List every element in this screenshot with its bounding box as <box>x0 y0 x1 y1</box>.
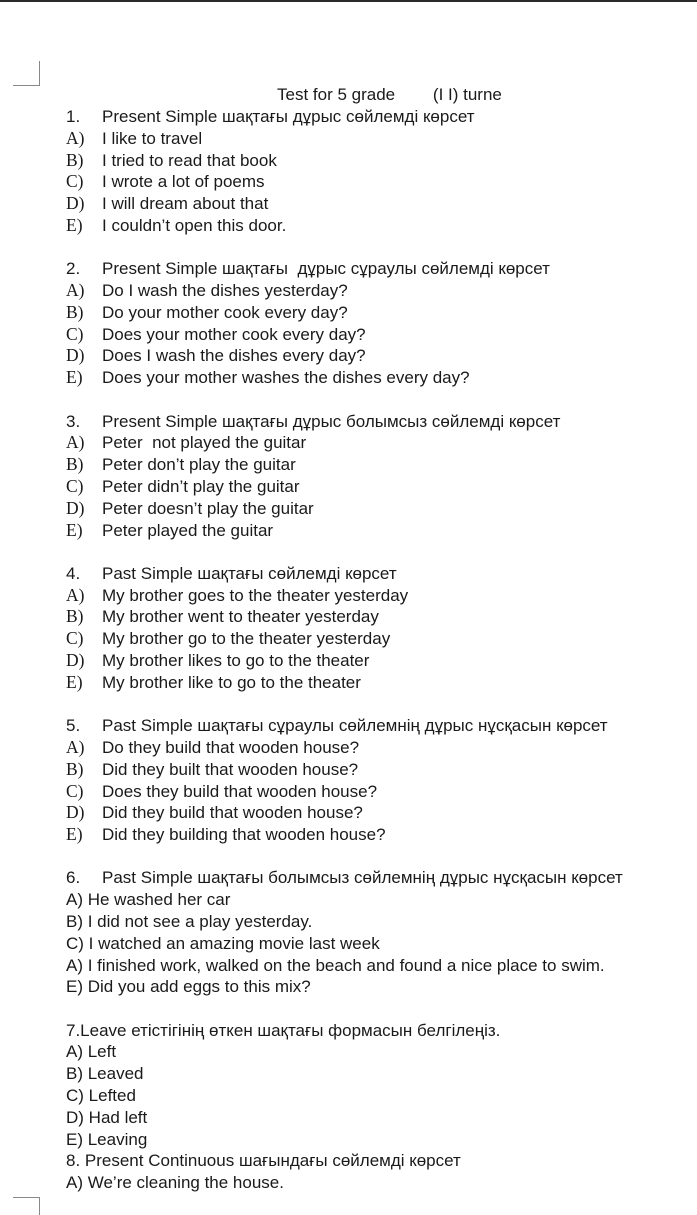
option-label: E) <box>66 519 83 540</box>
question-text: Present Simple шақтағы дұрыс сұраулы сөйлемді көрсет <box>102 259 550 279</box>
option-label: D) <box>66 650 85 671</box>
option-text: My brother go to the theater yesterday <box>102 629 391 649</box>
question-text: Past Simple шақтағы болымсыз сөйлемнің дұрыс нұсқасын көрсет <box>102 868 623 888</box>
option-text: Does they build that wooden house? <box>102 781 378 801</box>
question-number: 6. <box>66 868 81 888</box>
question-number: 4. <box>66 563 81 583</box>
option-label: E) <box>66 671 83 692</box>
question-text: 7.Leave етістігінің өткен шақтағы формасын белгілеңіз. <box>66 1020 501 1040</box>
option-line: A) We’re cleaning the house. <box>66 1173 284 1193</box>
option-line: A) Left <box>66 1042 117 1062</box>
option-label: A) <box>66 736 85 757</box>
page-title: Test for 5 grade (I I) turne <box>277 85 502 104</box>
option-text: Peter played the guitar <box>102 520 274 540</box>
question-4 <box>66 563 692 694</box>
option-text: I wrote a lot of poems <box>102 172 265 192</box>
question-text: Past Simple шақтағы сөйлемді көрсет <box>102 563 397 583</box>
option-text: I like to travel <box>102 128 203 148</box>
option-label: C) <box>66 171 84 192</box>
option-text: Does I wash the dishes every day? <box>102 346 366 366</box>
question-6 <box>66 867 692 998</box>
option-text: My brother went to theater yesterday <box>102 607 379 627</box>
option-line: B) I did not see a play yesterday. <box>66 912 313 931</box>
question-number: 1. <box>66 107 81 126</box>
option-text: I tried to read that book <box>102 150 277 170</box>
option-label: D) <box>66 497 85 518</box>
option-text: I will dream about that <box>102 194 269 214</box>
option-text: My brother like to go to the theater <box>102 672 361 692</box>
question-text: Present Simple шақтағы дұрыс сөйлемді көрсет <box>102 107 475 126</box>
option-label: B) <box>66 454 84 475</box>
option-line: E) Leaving <box>66 1129 148 1149</box>
option-label: B) <box>66 301 84 322</box>
question-7 <box>66 1020 692 1151</box>
question-2 <box>66 258 692 389</box>
option-text: Do I wash the dishes yesterday? <box>102 281 348 301</box>
option-label: A) <box>66 584 85 605</box>
option-label: C) <box>66 780 84 801</box>
option-text: Peter not played the guitar <box>102 433 307 453</box>
option-text: Does your mother washes the dishes every day? <box>102 368 470 388</box>
margin-corner-mark-bottom <box>13 1197 40 1215</box>
page-top-border <box>0 0 697 2</box>
option-line: D) Had left <box>66 1107 148 1127</box>
test-content <box>66 106 692 1194</box>
question-number: 3. <box>66 411 81 431</box>
option-label: E) <box>66 824 83 845</box>
question-text: Present Simple шақтағы дұрыс болымсыз сөйлемді көрсет <box>102 411 561 431</box>
question-text: 8. Present Continuous шағындағы сөйлемді көрсет <box>66 1151 461 1171</box>
option-text: Peter doesn’t play the guitar <box>102 498 314 518</box>
option-text: My brother likes to go to the theater <box>102 651 370 671</box>
option-text: Peter didn’t play the guitar <box>102 476 300 496</box>
option-text: Did they building that wooden house? <box>102 825 386 845</box>
option-label: A) <box>66 432 85 453</box>
question-5 <box>66 715 692 846</box>
option-line: E) Did you add eggs to this mix? <box>66 977 311 997</box>
option-line: C) Lefted <box>66 1086 136 1106</box>
option-text: Do they build that wooden house? <box>102 737 360 757</box>
option-label: C) <box>66 628 84 649</box>
option-text: Peter don’t play the guitar <box>102 455 296 475</box>
question-8 <box>66 1150 692 1194</box>
option-label: B) <box>66 149 84 170</box>
option-label: D) <box>66 802 85 823</box>
option-label: E) <box>66 214 83 235</box>
option-label: E) <box>66 367 83 388</box>
option-label: C) <box>66 323 84 344</box>
option-label: B) <box>66 606 84 627</box>
option-text: Did they built that wooden house? <box>102 759 359 779</box>
option-label: D) <box>66 345 85 366</box>
option-label: C) <box>66 475 84 496</box>
option-line: B) Leaved <box>66 1064 144 1084</box>
option-text: I couldn’t open this door. <box>102 215 287 235</box>
option-text: Did they build that wooden house? <box>102 803 363 823</box>
option-label: A) <box>66 127 85 148</box>
question-text: Past Simple шақтағы сұраулы сөйлемнің дұрыс нұсқасын көрсет <box>102 716 608 736</box>
option-text: Do your mother cook every day? <box>102 302 348 322</box>
option-text: Does your mother cook every day? <box>102 324 366 344</box>
question-number: 2. <box>66 259 81 279</box>
option-label: A) <box>66 280 85 301</box>
option-line: C) I watched an amazing movie last week <box>66 933 380 953</box>
option-line: A) He washed her car <box>66 890 231 910</box>
option-text: My brother goes to the theater yesterday <box>102 585 409 605</box>
question-3 <box>66 411 692 542</box>
option-label: D) <box>66 193 85 214</box>
option-line: A) I finished work, walked on the beach and found a nice place to swim. <box>66 955 605 975</box>
option-label: B) <box>66 758 84 779</box>
question-1 <box>66 106 692 237</box>
question-number: 5. <box>66 716 81 736</box>
margin-corner-mark-top <box>13 61 40 86</box>
